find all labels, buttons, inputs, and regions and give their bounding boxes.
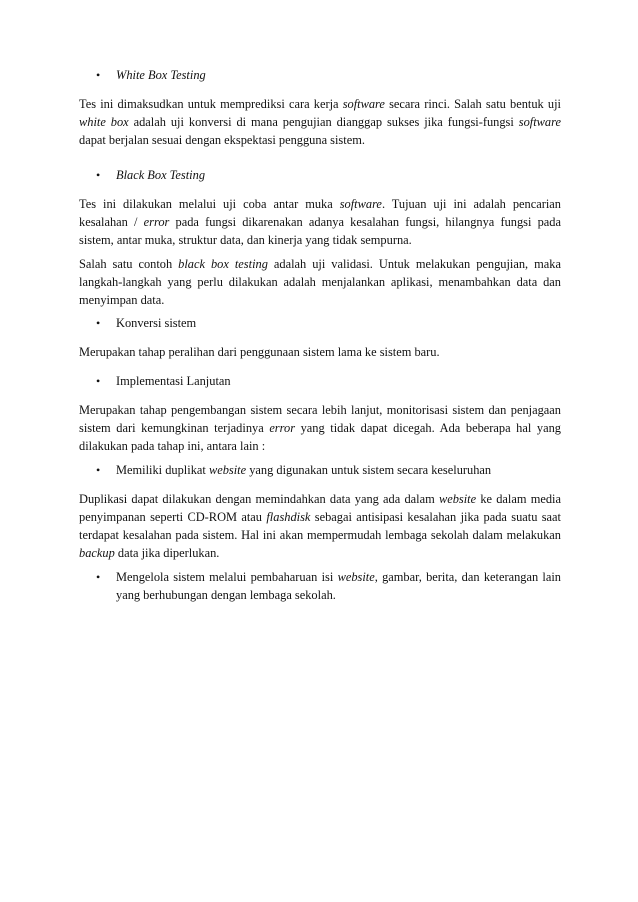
bullet-konversi-sistem [96, 314, 561, 332]
bullet-heading: Konversi sistem [116, 316, 197, 330]
bullet-dot: • [96, 374, 101, 388]
bullet-dot: • [96, 463, 101, 477]
paragraph-konversi: Merupakan tahap peralihan dari penggunaan sistem lama ke sistem baru. [79, 345, 440, 359]
bullet-heading: Implementasi Lanjutan [116, 374, 231, 388]
bullet-dot: • [96, 570, 101, 584]
bullet-mengelola-sistem [96, 568, 561, 604]
bullet-dot: • [96, 68, 101, 82]
bullet-text: Mengelola sistem melalui pembaharuan isi website, gambar, berita, dan keterangan lain yang berhubungan dengan lembaga sekolah. [116, 570, 562, 602]
bullet-heading: White Box Testing [116, 68, 206, 82]
paragraph-duplikasi: Duplikasi dapat dilakukan dengan memindahkan data yang ada dalam website ke dalam media penyimpanan seperti CD-ROM atau flashdisk sebagai antisipasi kesalahan jika pada suatu saat terdapat kesalahan pada sistem. Hal ini akan mempermudah lembaga sekolah dalam melakukan backup data jika diperlukan. [79, 492, 562, 560]
bullet-dot: • [96, 168, 101, 182]
bullet-dot: • [96, 316, 101, 330]
bullet-heading: Black Box Testing [116, 168, 206, 182]
bullet-black-box-testing [96, 166, 561, 184]
bullet-implementasi-lanjutan [96, 372, 561, 390]
bullet-white-box-testing [96, 66, 561, 84]
bullet-duplikat-website [96, 461, 561, 479]
paragraph-white-box: Tes ini dimaksudkan untuk memprediksi cara kerja software secara rinci. Salah satu bentuk uji white box adalah uji konversi di mana pengujian dianggap sukses jika fungsi-fungsi software dapat berjalan sesuai dengan ekspektasi pengguna sistem. [79, 97, 561, 147]
paragraph-black-box: Tes ini dilakukan melalui uji coba antar muka software. Tujuan uji ini adalah pencarian kesalahan / error pada fungsi dikarenakan adanya kesalahan fungsi, hilangnya fungsi pada sistem, antar muka, struktur data, dan kinerja yang tidak sempurna. [79, 197, 561, 247]
bullet-text: Memiliki duplikat website yang digunakan untuk sistem secara keseluruhan [116, 463, 492, 477]
paragraph-black-box-example: Salah satu contoh black box testing adalah uji validasi. Untuk melakukan pengujian, maka langkah-langkah yang perlu dilakukan adalah menjalankan aplikasi, menambahkan data dan menyimpan data. [79, 257, 561, 307]
paragraph-implementasi: Merupakan tahap pengembangan sistem secara lebih lanjut, monitorisasi sistem dan penjagaan sistem dari kemungkinan terjadinya error yang tidak dapat dicegah. Ada beberapa hal yang dilakukan pada tahap ini, antara lain : [79, 403, 561, 453]
